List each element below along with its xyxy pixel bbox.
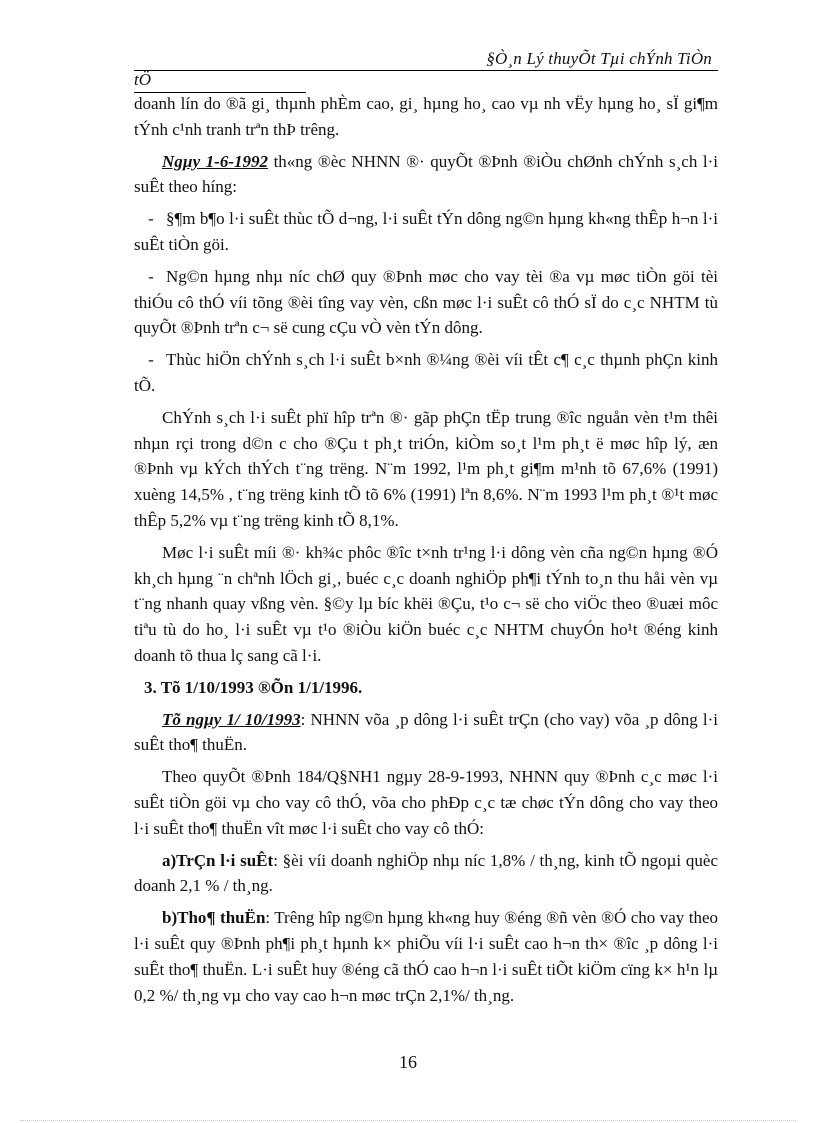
list-item-text: Ng©n hµng nhµ níc chØ quy ®Þnh møc cho vay tèi ®a vµ møc tiÒn göi tèi thiÓu cô thÓ víi tõng ®èi tîng vay vèn, cßn møc l·i suÊt cô thÓ sÏ do c¸c NHTM tù quyÕt ®Þnh trªn c¬ së cung cÇu vÒ vèn tÝn dông. xyxy=(134,266,718,338)
paragraph: ChÝnh s¸ch l·i suÊt phï hîp trªn ®· gãp phÇn tËp trung ®îc nguån vèn t¹m thêi nhµn rçi trong d©n c cho ®Çu t ph¸t triÓn, kiÒm so¸t l¹m ph¸t ë møc hîp lý, æn ®Þnh vµ kÝch thÝch t¨ng trëng. N¨m 1992, l¹m ph¸t gi¶m m¹nh tõ 67,6% (1991) xuèng 14,5% , t¨ng trëng kinh tÕ tõ 6% (1991) lªn 8,6%. N¨m 1993 l¹m ph¸t ®¹t møc thÊp 5,2% vµ t¨ng trëng kinh tÕ 8,1%. xyxy=(134,407,718,530)
page-number: 16 xyxy=(399,1052,417,1072)
section-heading: 3. Tõ 1/10/1993 ®Õn 1/1/1996. xyxy=(144,677,363,697)
paragraph: doanh lín do ®ã gi¸ thµnh phÈm cao, gi¸ hµng ho¸ cao vµ nh vËy hµng ho¸ sÏ gi¶m tÝnh c¹nh tranh trªn thÞ trêng. xyxy=(134,94,718,139)
paragraph xyxy=(134,149,718,201)
page-header xyxy=(134,48,718,71)
paragraph-text: th«ng ®èc NHNN ®· quyÕt ®Þnh ®iÒu chØnh chÝnh s¸ch l·i suÊt theo híng: xyxy=(134,151,718,197)
paragraph-text: : Trêng hîp ng©n hµng kh«ng huy ®éng ®ñ vèn ®Ó cho vay theo l·i suÊt quy ®Þnh ph¶i ph¸t hµnh k× phiÕu víi l·i suÊt cao h¬n th× ®îc ¸p dông l·i suÊt tho¶ thuËn. L·i suÊt huy ®éng cã thÓ cao h¬n l·i suÊt tiÕt kiÖm cïng k× h¹n lµ 0,2 %/ th¸ng vµ cho vay cao h¬n møc trÇn 2,1%/ th¸ng. xyxy=(134,908,718,1005)
paragraph: Theo quyÕt ®Þnh 184/Q§NH1 ngµy 28-9-1993, NHNN quy ®Þnh c¸c møc l·i suÊt tiÒn göi vµ cho vay cô thÓ, võa cho phÐp c¸c tæ chøc tÝn dông cho vay theo l·i suÊt tho¶ thuËn vît møc l·i suÊt cho vay cô thÓ: xyxy=(134,767,718,838)
list-item xyxy=(134,264,718,341)
list-item-text: §¶m b¶o l·i suÊt thùc tÕ d¬ng, l·i suÊt tÝn dông ng©n hµng kh«ng thÊp h¬n l·i suÊt tiÒn göi. xyxy=(134,209,718,254)
list-item-text: Thùc hiÖn chÝnh s¸ch l·i suÊt b×nh ®¼ng ®èi víi tÊt c¶ c¸c thµnh phÇn kinh tÕ. xyxy=(134,350,718,395)
paragraph: Møc l·i suÊt míi ®· kh¾c phôc ®îc t×nh tr¹ng l·i dông vèn cña ng©n hµng ®Ó kh¸ch hµng ¨n chªnh lÖch gi¸, buéc c¸c doanh nghiÖp ph¶i tÝnh to¸n thu håi vèn vµ t¨ng nhanh quay vßng vèn. §©y lµ bíc khëi ®Çu, t¹o c¬ së cho viÖc theo ®uæi môc tiªu tù do ho¸ l·i suÊt vµ t¹o ®iÒu kiÖn buéc c¸c NHTM chuyÓn ho¹t ®éng kinh doanh tõ thua lç sang cã l·i. xyxy=(134,542,718,665)
list-item xyxy=(134,206,718,258)
paragraph-text: : §èi víi doanh nghiÖp nhµ níc 1,8% / th¸ng, kinh tÕ ngoµi quèc doanh 2,1 % / th¸ng. xyxy=(134,850,718,896)
item-lead: a)TrÇn l·i suÊt xyxy=(162,850,274,870)
item-lead: b)Tho¶ thuËn xyxy=(162,908,266,928)
dash-bullet: - xyxy=(148,266,154,286)
paragraph xyxy=(134,848,718,900)
dash-bullet: - xyxy=(148,209,154,229)
date-lead: Tõ ngµy 1/ 10/1993 xyxy=(162,709,301,729)
paragraph-text: : NHNN võa ¸p dông l·i suÊt trÇn (cho vay) võa ¸p dông l·i suÊt tho¶ thuËn. xyxy=(134,709,718,755)
header-title: §Ò¸n Lý thuyÕt Tµi chÝnh TiÒn xyxy=(486,49,712,68)
dash-bullet: - xyxy=(148,350,154,370)
date-lead: Ngµy 1-6-1992 xyxy=(162,151,269,171)
paragraph xyxy=(134,905,718,1008)
body-text xyxy=(134,91,718,1014)
paragraph xyxy=(134,707,718,759)
list-item xyxy=(134,347,718,399)
header-title-continuation: tÖ xyxy=(134,70,306,93)
page-bottom-divider xyxy=(20,1120,796,1121)
